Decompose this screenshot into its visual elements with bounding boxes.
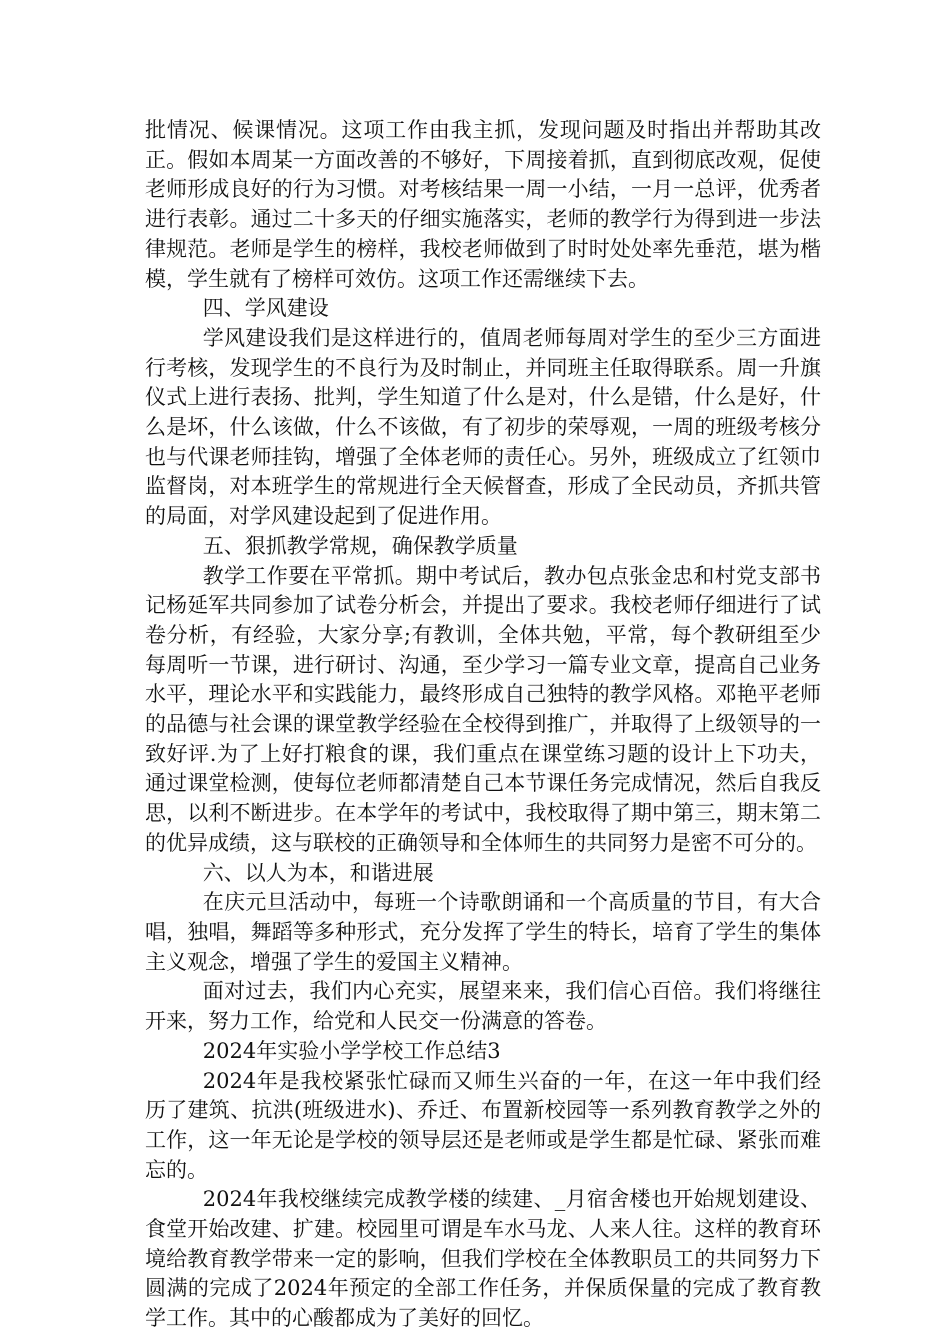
body-paragraph: 学风建设我们是这样进行的，值周老师每周对学生的至少三方面进行考核，发现学生的不良行为及时制止，并同班主任取得联系。周一升旗仪式上进行表扬、批判，学生知道了什么是对，什么是错，什么是好，什么是坏，什么该做，什么不该做，有了初步的荣辱观，一周的班级考核分也与代课老师挂钩，增强了全体老师的责任心。另外，班级成立了红领巾监督岗，对本班学生的常规进行全天候督查，形成了全民动员，齐抓共管的局面，对学风建设起到了促进作用。 xyxy=(145,325,821,529)
body-paragraph: 2024年是我校紧张忙碌而又师生兴奋的一年，在这一年中我们经历了建筑、抗洪(班级进水)、乔迁、布置新校园等一系列教育教学之外的工作，这一年无论是学校的领导层还是老师或是学生都是忙碌、紧张而难忘的。 xyxy=(145,1068,821,1182)
document-subtitle: 2024年实验小学学校工作总结3 xyxy=(202,1038,501,1063)
body-paragraph: 批情况、候课情况。这项工作由我主抓，发现问题及时指出并帮助其改正。假如本周某一方面改善的不够好，下周接着抓，直到彻底改观，促使老师形成良好的行为习惯。对考核结果一周一小结，一月一总评，优秀者进行表彰。通过二十多天的仔细实施落实，老师的教学行为得到进一步法律规范。老师是学生的榜样，我校老师做到了时时处处率先垂范，堪为楷模，学生就有了榜样可效仿。这项工作还需继续下去。 xyxy=(145,118,821,291)
body-paragraph: 教学工作要在平常抓。期中考试后，教办包点张金忠和村党支部书记杨延军共同参加了试卷分析会，并提出了要求。我校老师仔细进行了试卷分析，有经验，大家分享;有教训，全体共勉，平常，每个教研组至少每周听一节课，进行研讨、沟通，至少学习一篇专业文章，提高自己业务水平，理论水平和实践能力，最终形成自己独特的教学风格。邓艳平老师的品德与社会课的课堂教学经验在全校得到推广，并取得了上级领导的一致好评.为了上好打粮食的课，我们重点在课堂练习题的设计上下功夫，通过课堂检测，使每位老师都清楚自己本节课任务完成情况，然后自我反思，以利不断进步。在本学年的考试中，我校取得了期中第三，期末第二的优异成绩，这与联校的正确领导和全体师生的共同努力是密不可分的。 xyxy=(145,563,821,855)
body-paragraph: 2024年我校继续完成教学楼的续建、_月宿舍楼也开始规划建设、食堂开始改建、扩建。校园里可谓是车水马龙、人来人往。这样的教育环境给教育教学带来一定的影响，但我们学校在全体教职员工的共同努力下圆满的完成了2024年预定的全部工作任务，并保质保量的完成了教育教学工作。其中的心酸都成为了美好的回忆。 xyxy=(145,1187,821,1331)
section-heading-6: 六、以人为本，和谐进展 xyxy=(202,860,434,885)
body-paragraph: 在庆元旦活动中，每班一个诗歌朗诵和一个高质量的节目，有大合唱，独唱，舞蹈等多种形式，充分发挥了学生的特长，培育了学生的集体主义观念，增强了学生的爱国主义精神。 xyxy=(145,890,821,974)
body-paragraph: 面对过去，我们内心充实，展望来来，我们信心百倍。我们将继往开来，努力工作，给党和人民交一份满意的答卷。 xyxy=(145,979,821,1034)
section-heading-5: 五、狠抓教学常规，确保教学质量 xyxy=(202,533,518,558)
section-heading-4: 四、学风建设 xyxy=(202,296,329,321)
document-page xyxy=(145,116,821,1334)
